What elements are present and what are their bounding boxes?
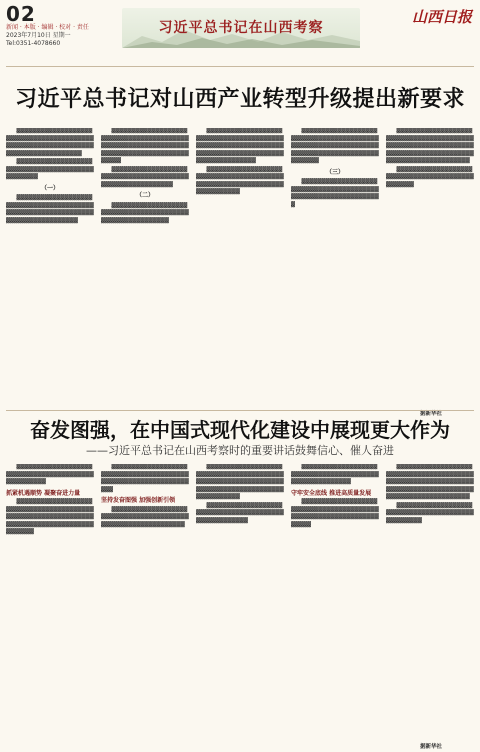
section-label-2: （二） <box>135 192 154 199</box>
section-label-3: （三） <box>325 168 344 176</box>
edition-line: 新闻 · 本版 · 编辑 · 校对 · 责任 <box>6 24 89 31</box>
newspaper-logo: 山西日报 <box>411 8 472 26</box>
article2-column: ▓▓▓▓▓▓▓▓▓▓▓▓▓▓▓▓▓▓▓▓▓▓▓▓▓▓▓▓▓▓▓▓▓▓▓▓▓▓▓▓▓▓▓▓▓▓▓▓▓▓▓ 抓紧机遇顺势 凝聚奋进力量 ▓▓▓▓▓▓▓▓▓▓▓▓▓▓▓▓▓▓▓▓▓▓▓▓▓▓▓▓▓▓▓▓▓▓▓▓▓▓▓▓▓▓▓▓▓▓▓▓▓▓▓▓▓▓▓▓▓▓▓▓▓▓▓▓▓▓▓▓▓▓▓▓▓▓▓▓▓▓▓▓▓▓▓▓▓▓▓▓▓▓▓▓ <box>6 464 94 535</box>
article2-column: ▓▓▓▓▓▓▓▓▓▓▓▓▓▓▓▓▓▓▓▓▓▓▓▓▓▓▓▓▓▓▓▓▓▓▓▓▓▓▓▓▓▓▓▓▓▓▓▓▓▓▓▓▓▓▓▓▓▓▓▓▓▓▓▓▓▓▓▓▓▓▓▓▓▓▓▓▓▓▓▓▓▓▓▓▓▓▓▓▓▓▓▓▓▓▓▓▓▓▓▓▓▓▓▓▓▓ ▓▓▓▓▓▓▓▓▓▓▓▓▓▓▓▓▓▓▓▓▓▓▓▓▓▓▓▓▓▓▓▓▓▓▓▓▓▓▓▓▓▓▓▓▓▓▓▓▓▓ <box>386 464 474 524</box>
article-divider <box>6 410 474 411</box>
article2-subheadline: ——习近平总书记在山西考察时的重要讲话鼓舞信心、催人奋进 <box>86 444 394 457</box>
section-banner <box>122 8 360 48</box>
article1-column: ▓▓▓▓▓▓▓▓▓▓▓▓▓▓▓▓▓▓▓▓▓▓▓▓▓▓▓▓▓▓▓▓▓▓▓▓▓▓▓▓▓▓▓▓▓▓▓▓▓▓▓▓▓▓▓▓▓▓▓▓▓▓▓▓▓▓▓▓▓▓▓▓▓▓▓▓▓▓▓▓▓▓ ▓▓▓▓▓▓▓▓▓▓▓▓▓▓▓▓▓▓▓▓▓▓▓▓▓▓▓▓▓▓▓▓▓▓▓▓▓▓▓▓▓▓▓▓▓▓▓▓▓ （一） ▓▓▓▓▓▓▓▓▓▓▓▓▓▓▓▓▓▓▓▓▓▓▓▓▓▓▓▓▓▓▓▓▓▓▓▓▓▓▓▓▓▓▓▓▓▓▓▓▓▓▓▓▓▓▓▓▓▓▓▓▓▓▓▓▓▓▓▓▓▓▓▓▓▓▓▓▓▓▓▓▓ <box>6 128 94 224</box>
article1-headline: 习近平总书记对山西产业转型升级提出新要求 <box>14 87 465 112</box>
header-divider <box>6 66 474 67</box>
article2-column: ▓▓▓▓▓▓▓▓▓▓▓▓▓▓▓▓▓▓▓▓▓▓▓▓▓▓▓▓▓▓▓▓▓▓▓▓▓▓▓▓▓▓▓▓▓▓▓▓▓▓▓▓▓▓▓▓ 守牢安全底线 推进高质量发展 ▓▓▓▓▓▓▓▓▓▓▓▓▓▓▓▓▓▓▓▓▓▓▓▓▓▓▓▓▓▓▓▓▓▓▓▓▓▓▓▓▓▓▓▓▓▓▓▓▓▓▓▓▓▓▓▓▓▓▓▓▓▓▓▓▓▓▓▓ <box>291 464 379 528</box>
banner-title: 习近平总书记在山西考察 <box>158 20 324 36</box>
article2-headline: 奋发图强，在中国式现代化建设中展现更大作为 <box>30 418 450 442</box>
subhead-1: 抓紧机遇顺势 凝聚奋进力量 <box>6 489 81 497</box>
article2-signature-wrap <box>420 733 442 752</box>
date-line: 2023年7月10日 星期一 <box>6 32 71 39</box>
article2-signature: 据新华社 <box>420 744 443 750</box>
article1-column: ▓▓▓▓▓▓▓▓▓▓▓▓▓▓▓▓▓▓▓▓▓▓▓▓▓▓▓▓▓▓▓▓▓▓▓▓▓▓▓▓▓▓▓▓▓▓▓▓▓▓▓▓▓▓▓▓▓▓▓▓▓▓▓▓▓▓▓▓▓▓▓▓▓▓▓▓▓▓▓▓▓▓▓▓▓▓▓▓▓▓▓▓▓▓▓▓▓▓▓▓ ▓▓▓▓▓▓▓▓▓▓▓▓▓▓▓▓▓▓▓▓▓▓▓▓▓▓▓▓▓▓▓▓▓▓▓▓▓▓▓▓▓▓▓▓▓▓▓▓▓▓▓▓▓▓▓▓▓▓▓▓▓▓▓▓▓▓▓▓▓▓▓▓▓▓ <box>196 128 284 195</box>
article1-column: ▓▓▓▓▓▓▓▓▓▓▓▓▓▓▓▓▓▓▓▓▓▓▓▓▓▓▓▓▓▓▓▓▓▓▓▓▓▓▓▓▓▓▓▓▓▓▓▓▓▓▓▓▓▓▓▓▓▓▓▓▓▓▓▓▓▓▓▓▓▓▓▓▓▓▓▓▓▓▓▓▓▓▓▓▓▓▓▓▓▓▓▓▓▓▓▓▓▓▓▓▓▓▓▓▓▓ ▓▓▓▓▓▓▓▓▓▓▓▓▓▓▓▓▓▓▓▓▓▓▓▓▓▓▓▓▓▓▓▓▓▓▓▓▓▓▓▓▓▓▓▓▓▓▓▓ <box>386 128 474 188</box>
subhead-2: 坚持发奋图强 加强创新引领 <box>101 497 176 504</box>
page-header <box>0 0 480 66</box>
article1-column: ▓▓▓▓▓▓▓▓▓▓▓▓▓▓▓▓▓▓▓▓▓▓▓▓▓▓▓▓▓▓▓▓▓▓▓▓▓▓▓▓▓▓▓▓▓▓▓▓▓▓▓▓▓▓▓▓▓▓▓▓▓▓▓▓▓▓▓▓▓▓▓▓▓▓▓▓▓▓▓▓▓▓▓▓▓▓▓▓▓▓ ▓▓▓▓▓▓▓▓▓▓▓▓▓▓▓▓▓▓▓▓▓▓▓▓▓▓▓▓▓▓▓▓▓▓▓▓▓▓▓▓▓▓▓▓▓▓▓▓▓▓▓▓▓▓▓▓▓▓▓ （二） ▓▓▓▓▓▓▓▓▓▓▓▓▓▓▓▓▓▓▓▓▓▓▓▓▓▓▓▓▓▓▓▓▓▓▓▓▓▓▓▓▓▓▓▓▓▓▓▓▓▓▓▓▓▓▓▓▓▓ <box>101 128 189 224</box>
edition-info <box>6 24 89 48</box>
article2-column: ▓▓▓▓▓▓▓▓▓▓▓▓▓▓▓▓▓▓▓▓▓▓▓▓▓▓▓▓▓▓▓▓▓▓▓▓▓▓▓▓▓▓▓▓▓▓▓▓▓▓▓▓▓▓▓▓▓▓▓▓▓▓▓▓▓▓▓▓▓▓▓▓▓▓▓▓▓▓▓▓▓▓▓▓▓▓▓▓▓▓▓▓▓▓▓▓ ▓▓▓▓▓▓▓▓▓▓▓▓▓▓▓▓▓▓▓▓▓▓▓▓▓▓▓▓▓▓▓▓▓▓▓▓▓▓▓▓▓▓▓▓▓▓▓▓▓▓▓▓▓▓ <box>196 464 284 524</box>
article1-column: ▓▓▓▓▓▓▓▓▓▓▓▓▓▓▓▓▓▓▓▓▓▓▓▓▓▓▓▓▓▓▓▓▓▓▓▓▓▓▓▓▓▓▓▓▓▓▓▓▓▓▓▓▓▓▓▓▓▓▓▓▓▓▓▓▓▓▓▓▓▓▓▓▓▓▓▓▓▓▓▓▓▓▓▓▓▓▓▓▓▓▓▓ （三） ▓▓▓▓▓▓▓▓▓▓▓▓▓▓▓▓▓▓▓▓▓▓▓▓▓▓▓▓▓▓▓▓▓▓▓▓▓▓▓▓▓▓▓▓▓▓▓▓▓▓▓▓▓▓▓▓▓▓▓▓▓▓▓▓ <box>291 128 379 208</box>
article2-column: ▓▓▓▓▓▓▓▓▓▓▓▓▓▓▓▓▓▓▓▓▓▓▓▓▓▓▓▓▓▓▓▓▓▓▓▓▓▓▓▓▓▓▓▓▓▓▓▓▓▓▓▓▓▓▓▓▓▓▓▓▓▓▓▓▓▓ 坚持发奋图强 加强创新引领 ▓▓▓▓▓▓▓▓▓▓▓▓▓▓▓▓▓▓▓▓▓▓▓▓▓▓▓▓▓▓▓▓▓▓▓▓▓▓▓▓▓▓▓▓▓▓▓▓▓▓▓▓▓▓▓▓▓▓▓▓▓▓ <box>101 464 189 528</box>
subhead-3: 守牢安全底线 推进高质量发展 <box>291 489 372 497</box>
tel-line: Tel:0351-4078660 <box>6 40 61 47</box>
section-label-1: （一） <box>40 184 59 192</box>
article1-body <box>6 128 474 398</box>
article2-body <box>6 464 474 732</box>
page-number: 02 <box>6 2 36 26</box>
article1-signature: 据新华社 <box>420 411 443 417</box>
